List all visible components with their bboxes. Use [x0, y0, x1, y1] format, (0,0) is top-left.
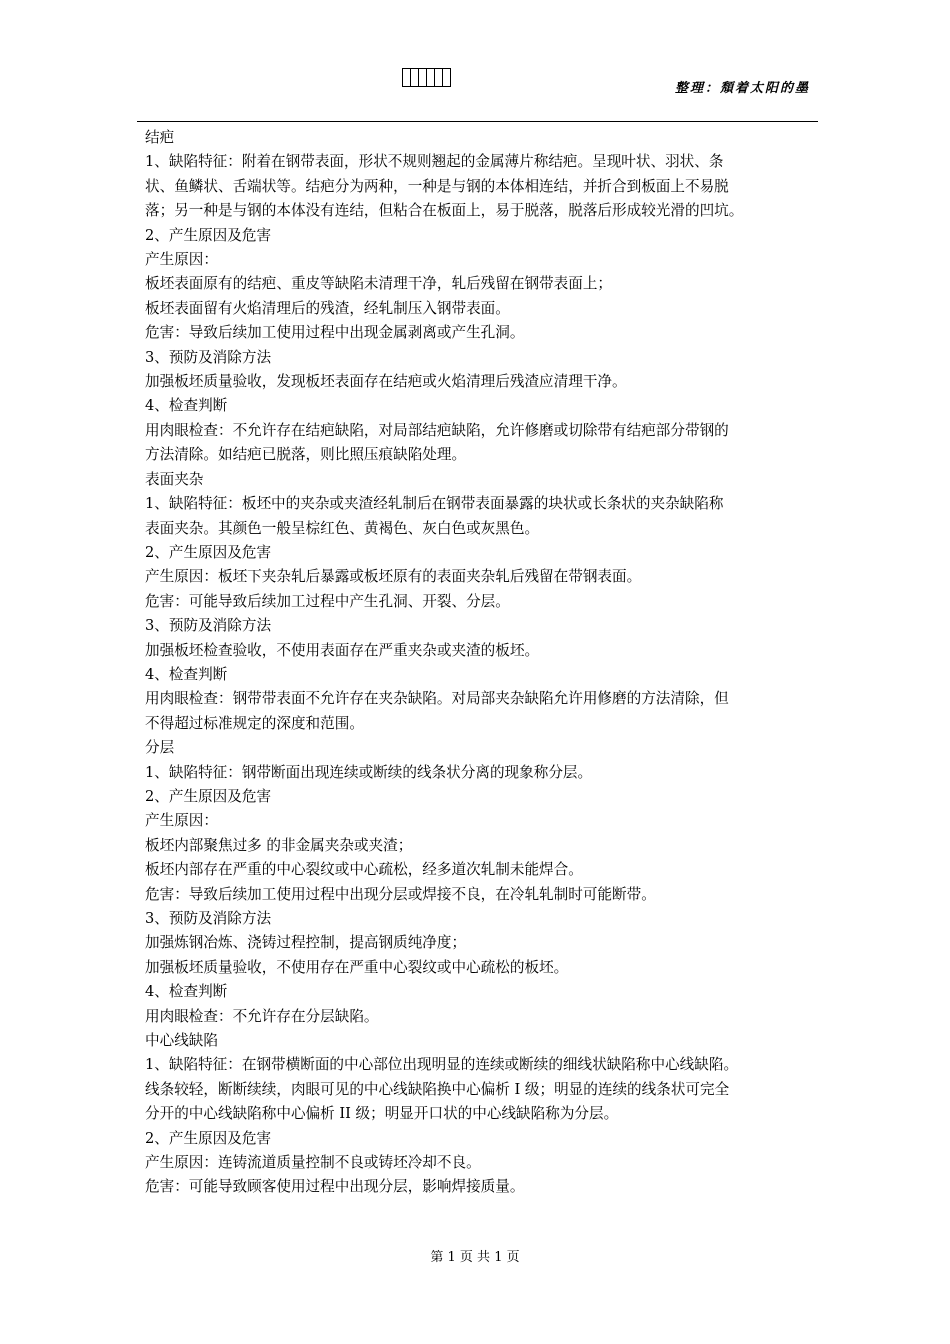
text-line: 产生原因：连铸流道质量控制不良或铸坯冷却不良。 [145, 1154, 481, 1172]
text-line: 2、产生原因及危害 [145, 787, 272, 805]
text-line: 加强板坯检查验收，不使用表面存在严重夹杂或夹渣的板坯。 [145, 641, 540, 659]
text-line: 2、产生原因及危害 [145, 226, 272, 244]
text-line: 危害：导致后续加工使用过程中出现分层或焊接不良，在冷轧轧制时可能断带。 [145, 885, 656, 903]
text-line: 危害：导致后续加工使用过程中出现金属剥离或产生孔洞。 [145, 324, 525, 342]
text-line: 3、预防及消除方法 [145, 910, 272, 927]
text-line: 加强板坯质量验收，不使用存在严重中心裂纹或中心疏松的板坯。 [145, 958, 569, 976]
text-line: 危害：可能导致顾客使用过程中出现分层，影响焊接质量。 [145, 1178, 525, 1196]
text-line: 用肉眼检查：钢带带表面不允许存在夹杂缺陷。对局部夹杂缺陷允许用修磨的方法清除，但 [145, 690, 729, 708]
text-line: 板坯表面原有的结疤、重皮等缺陷未清理干净，轧后残留在钢带表面上； [145, 275, 613, 293]
text-line: 4、检查判断 [145, 665, 228, 683]
text-line: 不得超过标准规定的深度和范围。 [145, 714, 364, 732]
text-line: 产生原因： [145, 251, 218, 269]
text-line: 2、产生原因及危害 [145, 543, 272, 561]
text-line: 板坯表面留有火焰清理后的残渣，经轧制压入钢带表面。 [145, 299, 510, 317]
text-line: 落；另一种是与钢的本体没有连结，但粘合在板面上，易于脱落，脱落后形成较光滑的凹坑。 [145, 202, 744, 220]
text-line: 分开的中心线缺陷称中心偏析 II 级；明显开口状的中心线缺陷称为分层。 [145, 1105, 619, 1123]
text-line: 线条较轻，断断续续，肉眼可见的中心线缺陷换中心偏析 I 级；明显的连续的线条状可完全 [145, 1080, 730, 1098]
text-line: 表面夹杂。其颜色一般呈棕红色、黄褐色、灰白色或灰黑色。 [145, 519, 540, 537]
text-line: 4、检查判断 [145, 983, 228, 1001]
text-line: 用肉眼检查：不允许存在分层缺陷。 [145, 1007, 379, 1025]
text-line: 1、缺陷特征：板坯中的夹杂或夹渣经轧制后在钢带表面暴露的块状或长条状的夹杂缺陷称 [145, 495, 724, 513]
text-line: 3、预防及消除方法 [145, 617, 272, 635]
text-line: 板坯内部存在严重的中心裂纹或中心疏松，经多道次轧制未能焊合。 [145, 861, 583, 879]
text-line: 1、缺陷特征：附着在钢带表面，形状不规则翘起的金属薄片称结疤。呈现叶状、羽状、条 [145, 153, 724, 171]
text-line: 1、缺陷特征：在钢带横断面的中心部位出现明显的连续或断续的细线状缺陷称中心线缺陷。 [145, 1056, 739, 1074]
header-logo-boxes [402, 68, 450, 87]
text-line: 3、预防及消除方法 [145, 348, 272, 366]
text-line: 1、缺陷特征：钢带断面出现连续或断续的线条状分离的现象称分层。 [145, 763, 593, 781]
text-line: 产生原因： [145, 812, 218, 830]
text-line: 加强炼钢冶炼、浇铸过程控制，提高钢质纯净度； [145, 934, 467, 952]
text-line: 结疤 [145, 129, 175, 146]
header-credit: 整理：頽着太阳的墨 [674, 81, 810, 96]
header-divider [137, 121, 818, 122]
text-line: 方法清除。如结疤已脱落，则比照压痕缺陷处理。 [145, 446, 467, 464]
text-line: 4、检查判断 [145, 397, 228, 415]
text-line: 危害：可能导致后续加工过程中产生孔洞、开裂、分层。 [145, 592, 510, 610]
text-line: 加强板坯质量验收，发现板坯表面存在结疤或火焰清理后残渣应清理干净。 [145, 373, 627, 391]
text-line: 表面夹杂 [145, 470, 204, 488]
text-line: 用肉眼检查：不允许存在结疤缺陷，对局部结疤缺陷，允许修磨或切除带有结疤部分带钢的 [145, 421, 729, 439]
text-line: 产生原因：板坯下夹杂轧后暴露或板坯原有的表面夹杂轧后残留在带钢表面。 [145, 568, 642, 586]
text-line: 中心线缺陷 [145, 1032, 218, 1050]
document-body [145, 126, 810, 1200]
page-footer: 第 1 页 共 1 页 [430, 1250, 520, 1265]
text-line: 2、产生原因及危害 [145, 1129, 272, 1147]
text-line: 分层 [145, 739, 175, 757]
text-line: 板坯内部聚焦过多 的非金属夹杂或夹渣； [145, 836, 413, 854]
text-line: 状、鱼鳞状、舌端状等。结疤分为两种，一种是与钢的本体相连结，并折合到板面上不易脱 [145, 177, 729, 195]
logo-box [442, 68, 451, 87]
